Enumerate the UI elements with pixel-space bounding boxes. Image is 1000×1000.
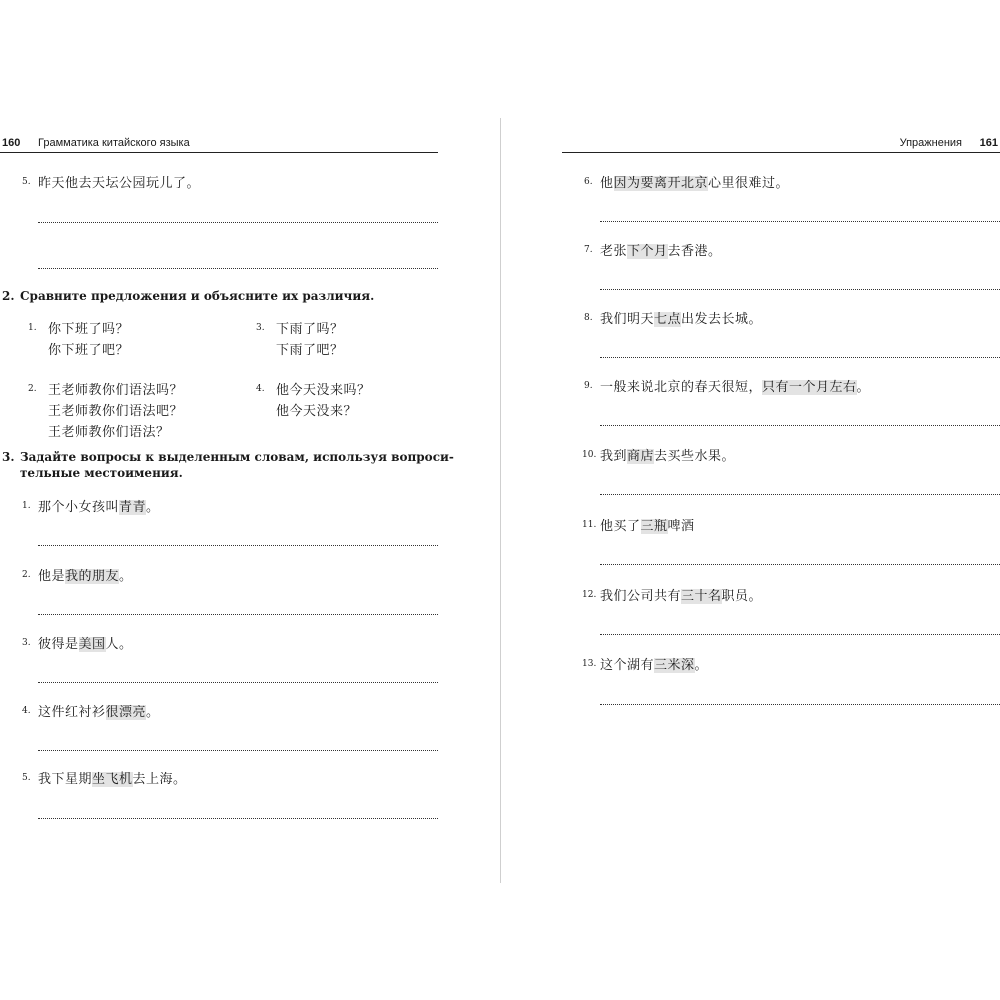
exercise-sentence: 老张下个月去香港。	[600, 244, 722, 259]
item-number: 10.	[582, 450, 597, 460]
exercise-sentence: 这个湖有三米深。	[600, 658, 709, 673]
item-number: 13.	[582, 659, 597, 669]
right-running-header	[562, 136, 1000, 153]
item-number: 11.	[582, 520, 597, 530]
left-running-title: Грамматика китайского языка	[38, 137, 190, 149]
left-page-number: 160	[2, 137, 21, 149]
answer-line	[600, 494, 1000, 495]
compare-sentence: 下雨了吧？	[276, 343, 344, 358]
exercise-sentence: 他因为要离开北京心里很难过。	[600, 176, 790, 191]
item-number: 1.	[22, 501, 31, 511]
highlighted-word: 很漂亮	[105, 705, 147, 720]
highlighted-word: 三瓶	[640, 519, 668, 534]
left-page: 160 Грамматика китайского языка 5. 昨天他去天坛公园玩儿了。 2. Сравните предложения и объясните их различия. 1. 你下班了吗？ 你下班了吧？ 3. 下雨了吗？ 下雨了吧？ 2. 王老师教你们语法吗？ 王老师教你们语法吧？ 王老师教你们语法？ 4. 他今天没来吗？ 他今天没来？ 3. Задайте вопросы к выделенным словам, используя вопроси- тельные местоимения. 1. 那个小女孩叫青青。 2. 他是我的朋友。 3. 彼得是美国人。 4. 这件红衬衫很漂亮。 5. 我下星期坐飞机去上海。	[0, 0, 500, 1000]
exercise-sentence: 我下星期坐飞机去上海。	[38, 772, 187, 787]
answer-line	[600, 357, 1000, 358]
highlighted-word: 七点	[654, 312, 682, 327]
answer-line	[38, 222, 438, 223]
item-number: 3.	[22, 638, 31, 648]
highlighted-word: 我的朋友	[65, 569, 120, 584]
answer-line	[600, 425, 1000, 426]
item-number: 5.	[22, 773, 31, 783]
exercise-sentence: 昨天他去天坛公园玩儿了。	[38, 176, 201, 191]
item-number: 9.	[584, 381, 593, 391]
exercise-sentence: 我到商店去买些水果。	[600, 449, 736, 464]
item-number: 12.	[582, 590, 597, 600]
highlighted-word: 下个月	[627, 244, 668, 259]
compare-sentence: 你下班了吗？	[48, 322, 130, 337]
highlighted-word: 商店	[627, 449, 655, 464]
pair-number: 2.	[28, 384, 37, 394]
exercise-sentence: 我们公司共有三十名职员。	[600, 589, 763, 604]
answer-line	[38, 682, 438, 683]
highlighted-word: 坐飞机	[92, 772, 133, 787]
exercise-sentence: 一般来说北京的春天很短，只有一个月左右。	[600, 380, 871, 395]
highlighted-word: 美国	[78, 637, 106, 652]
compare-sentence: 你下班了吧？	[48, 343, 130, 358]
compare-sentence: 王老师教你们语法吧？	[48, 404, 184, 419]
exercise-sentence: 他是我的朋友。	[38, 569, 133, 584]
answer-line	[38, 750, 438, 751]
exercise-sentence: 这件红衬衫很漂亮。	[38, 705, 160, 720]
right-page	[500, 0, 1000, 1000]
highlighted-word: 三十名	[681, 589, 722, 604]
pair-number: 1.	[28, 323, 37, 333]
highlighted-word: 因为要离开北京	[613, 176, 709, 191]
item-number: 6.	[584, 177, 593, 187]
item-number: 7.	[584, 245, 593, 255]
pair-number: 3.	[256, 323, 265, 333]
exercise-sentence: 那个小女孩叫青青。	[38, 500, 160, 515]
pair-number: 4.	[256, 384, 265, 394]
item-number: 5.	[22, 177, 31, 187]
highlighted-word: 只有一个月左右	[762, 380, 857, 395]
answer-line	[38, 614, 438, 615]
right-page-number: 161	[979, 137, 998, 149]
compare-sentence: 王老师教你们语法？	[48, 425, 170, 440]
compare-sentence: 他今天没来？	[276, 404, 358, 419]
item-number: 4.	[22, 706, 31, 716]
item-number: 2.	[22, 570, 31, 580]
exercise-sentence: 我们明天七点出发去长城。	[600, 312, 763, 327]
exercise-sentence: 彼得是美国人。	[38, 637, 133, 652]
answer-line	[600, 564, 1000, 565]
answer-line	[600, 289, 1000, 290]
highlighted-word: 青青	[119, 500, 147, 515]
compare-sentence: 下雨了吗？	[276, 322, 344, 337]
answer-line	[600, 221, 1000, 222]
answer-line	[600, 634, 1000, 635]
answer-line	[600, 704, 1000, 705]
compare-sentence: 他今天没来吗？	[276, 383, 371, 398]
right-running-title: Упражнения	[899, 137, 962, 149]
answer-line	[38, 818, 438, 819]
item-number: 8.	[584, 313, 593, 323]
answer-line	[38, 545, 438, 546]
answer-line	[38, 268, 438, 269]
highlighted-word: 三米深	[654, 658, 695, 673]
left-running-header	[0, 136, 438, 153]
exercise-sentence: 他买了三瓶啤酒	[600, 519, 695, 534]
compare-sentence: 王老师教你们语法吗？	[48, 383, 184, 398]
